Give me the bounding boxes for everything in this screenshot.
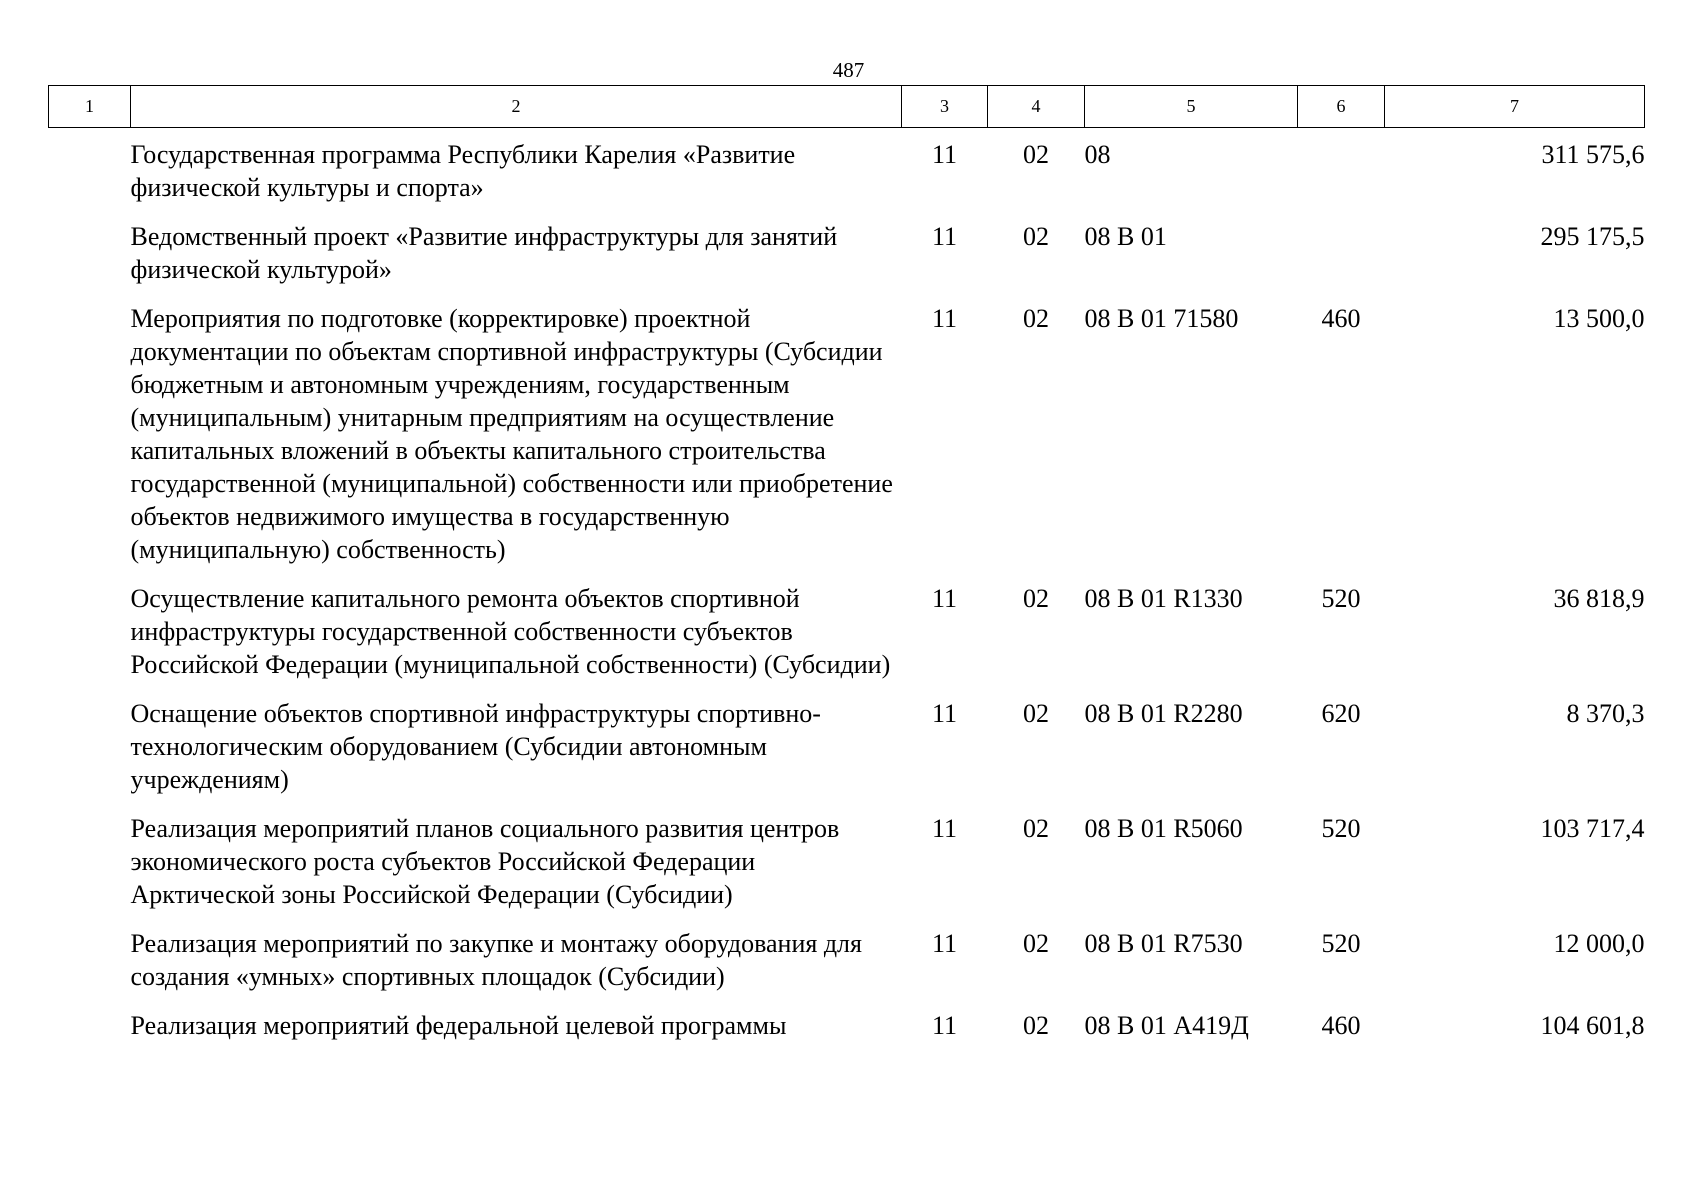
- row-amount: 12 000,0: [1553, 929, 1645, 958]
- row-expense-type: 520: [1321, 929, 1361, 958]
- row-name: Осуществление капитального ремонта объектов спортивной инфраструктуры государственной собственности субъектов Российской Федерации (муниципальной собственности) (Субсидии): [130, 584, 891, 679]
- row-section-code: 11: [931, 1011, 958, 1040]
- row-amount: 311 575,6: [1541, 140, 1645, 169]
- row-amount: 104 601,8: [1540, 1011, 1645, 1040]
- row-target-code: 08 В 01 R5060: [1084, 814, 1243, 843]
- header-spacer: [49, 128, 1645, 139]
- column-header-2: 2: [131, 86, 902, 128]
- row-subsection-code: 02: [1023, 222, 1049, 251]
- row-number-cell: [49, 812, 131, 927]
- row-section-code: 11: [931, 814, 958, 843]
- row-expense-type: 460: [1321, 1011, 1361, 1040]
- row-section-code: 11: [931, 140, 958, 169]
- row-subsection-code: 02: [1023, 929, 1049, 958]
- row-target-code: 08: [1084, 140, 1111, 169]
- row-subsection-code: 02: [1023, 1011, 1049, 1040]
- row-subsection-code: 02: [1023, 140, 1049, 169]
- row-number-cell: [49, 138, 131, 220]
- row-number-cell: [49, 927, 131, 1009]
- row-section-code: 11: [931, 699, 958, 728]
- table-row: [49, 697, 1645, 812]
- column-header-7: 7: [1385, 86, 1645, 128]
- table-row: [49, 1009, 1645, 1058]
- row-section-code: 11: [931, 929, 958, 958]
- row-name: Реализация мероприятий планов социального развития центров экономического роста субъектов Российской Федерации Арктической зоны Российской Федерации (Субсидии): [130, 814, 840, 909]
- row-name: Государственная программа Республики Карелия «Развитие физической культуры и спорта»: [130, 140, 796, 202]
- row-target-code: 08 В 01 R7530: [1084, 929, 1243, 958]
- table-row: [49, 220, 1645, 302]
- row-section-code: 11: [931, 222, 958, 251]
- row-subsection-code: 02: [1023, 304, 1049, 333]
- row-section-code: 11: [931, 584, 958, 613]
- table-row: [49, 302, 1645, 582]
- table-row: [49, 138, 1645, 220]
- column-header-6: 6: [1298, 86, 1385, 128]
- row-target-code: 08 В 01: [1084, 222, 1167, 251]
- budget-table: [48, 85, 1645, 1058]
- row-name: Оснащение объектов спортивной инфраструктуры спортивно-технологическим оборудованием (Субсидии автономным учреждениям): [130, 699, 821, 794]
- row-amount: 8 370,3: [1566, 699, 1645, 728]
- column-number-header: [49, 86, 1645, 128]
- table-row: [49, 927, 1645, 1009]
- row-number-cell: [49, 1009, 131, 1058]
- row-target-code: 08 В 01 71580: [1084, 304, 1239, 333]
- row-target-code: 08 В 01 R2280: [1084, 699, 1243, 728]
- row-amount: 13 500,0: [1553, 304, 1645, 333]
- row-target-code: 08 В 01 R1330: [1084, 584, 1243, 613]
- row-amount: 103 717,4: [1540, 814, 1645, 843]
- row-name: Мероприятия по подготовке (корректировке) проектной документации по объектам спортивной инфраструктуры (Субсидии бюджетным и автономным учреждениям, государственным (муниципальным) унитарным предприятиям на осуществление капитальных вложений в объекты капитального строительства государственной (муниципальной) собственности или приобретение объектов недвижимого имущества в государственную (муниципальную) собственность): [130, 304, 893, 564]
- row-subsection-code: 02: [1023, 699, 1049, 728]
- row-number-cell: [49, 697, 131, 812]
- row-expense-type: [1298, 220, 1385, 302]
- row-name: Ведомственный проект «Развитие инфраструктуры для занятий физической культурой»: [130, 222, 838, 284]
- column-header-3: 3: [902, 86, 988, 128]
- row-subsection-code: 02: [1023, 584, 1049, 613]
- table-row: [49, 812, 1645, 927]
- row-number-cell: [49, 582, 131, 697]
- row-number-cell: [49, 302, 131, 582]
- table-row: [49, 582, 1645, 697]
- row-name: Реализация мероприятий по закупке и монтажу оборудования для создания «умных» спортивных площадок (Субсидии): [130, 929, 862, 991]
- row-number-cell: [49, 220, 131, 302]
- column-header-5: 5: [1085, 86, 1298, 128]
- row-amount: 295 175,5: [1540, 222, 1645, 251]
- row-expense-type: 460: [1321, 304, 1361, 333]
- row-expense-type: 620: [1321, 699, 1361, 728]
- row-target-code: 08 В 01 А419Д: [1084, 1011, 1249, 1040]
- column-header-4: 4: [988, 86, 1085, 128]
- budget-table-container: [48, 85, 1644, 1058]
- column-header-1: 1: [49, 86, 131, 128]
- row-name: Реализация мероприятий федеральной целевой программы: [130, 1011, 787, 1040]
- page-number: 487: [832, 58, 865, 82]
- row-amount: 36 818,9: [1553, 584, 1645, 613]
- row-subsection-code: 02: [1023, 814, 1049, 843]
- row-expense-type: [1298, 138, 1385, 220]
- row-expense-type: 520: [1321, 584, 1361, 613]
- row-expense-type: 520: [1321, 814, 1361, 843]
- row-section-code: 11: [931, 304, 958, 333]
